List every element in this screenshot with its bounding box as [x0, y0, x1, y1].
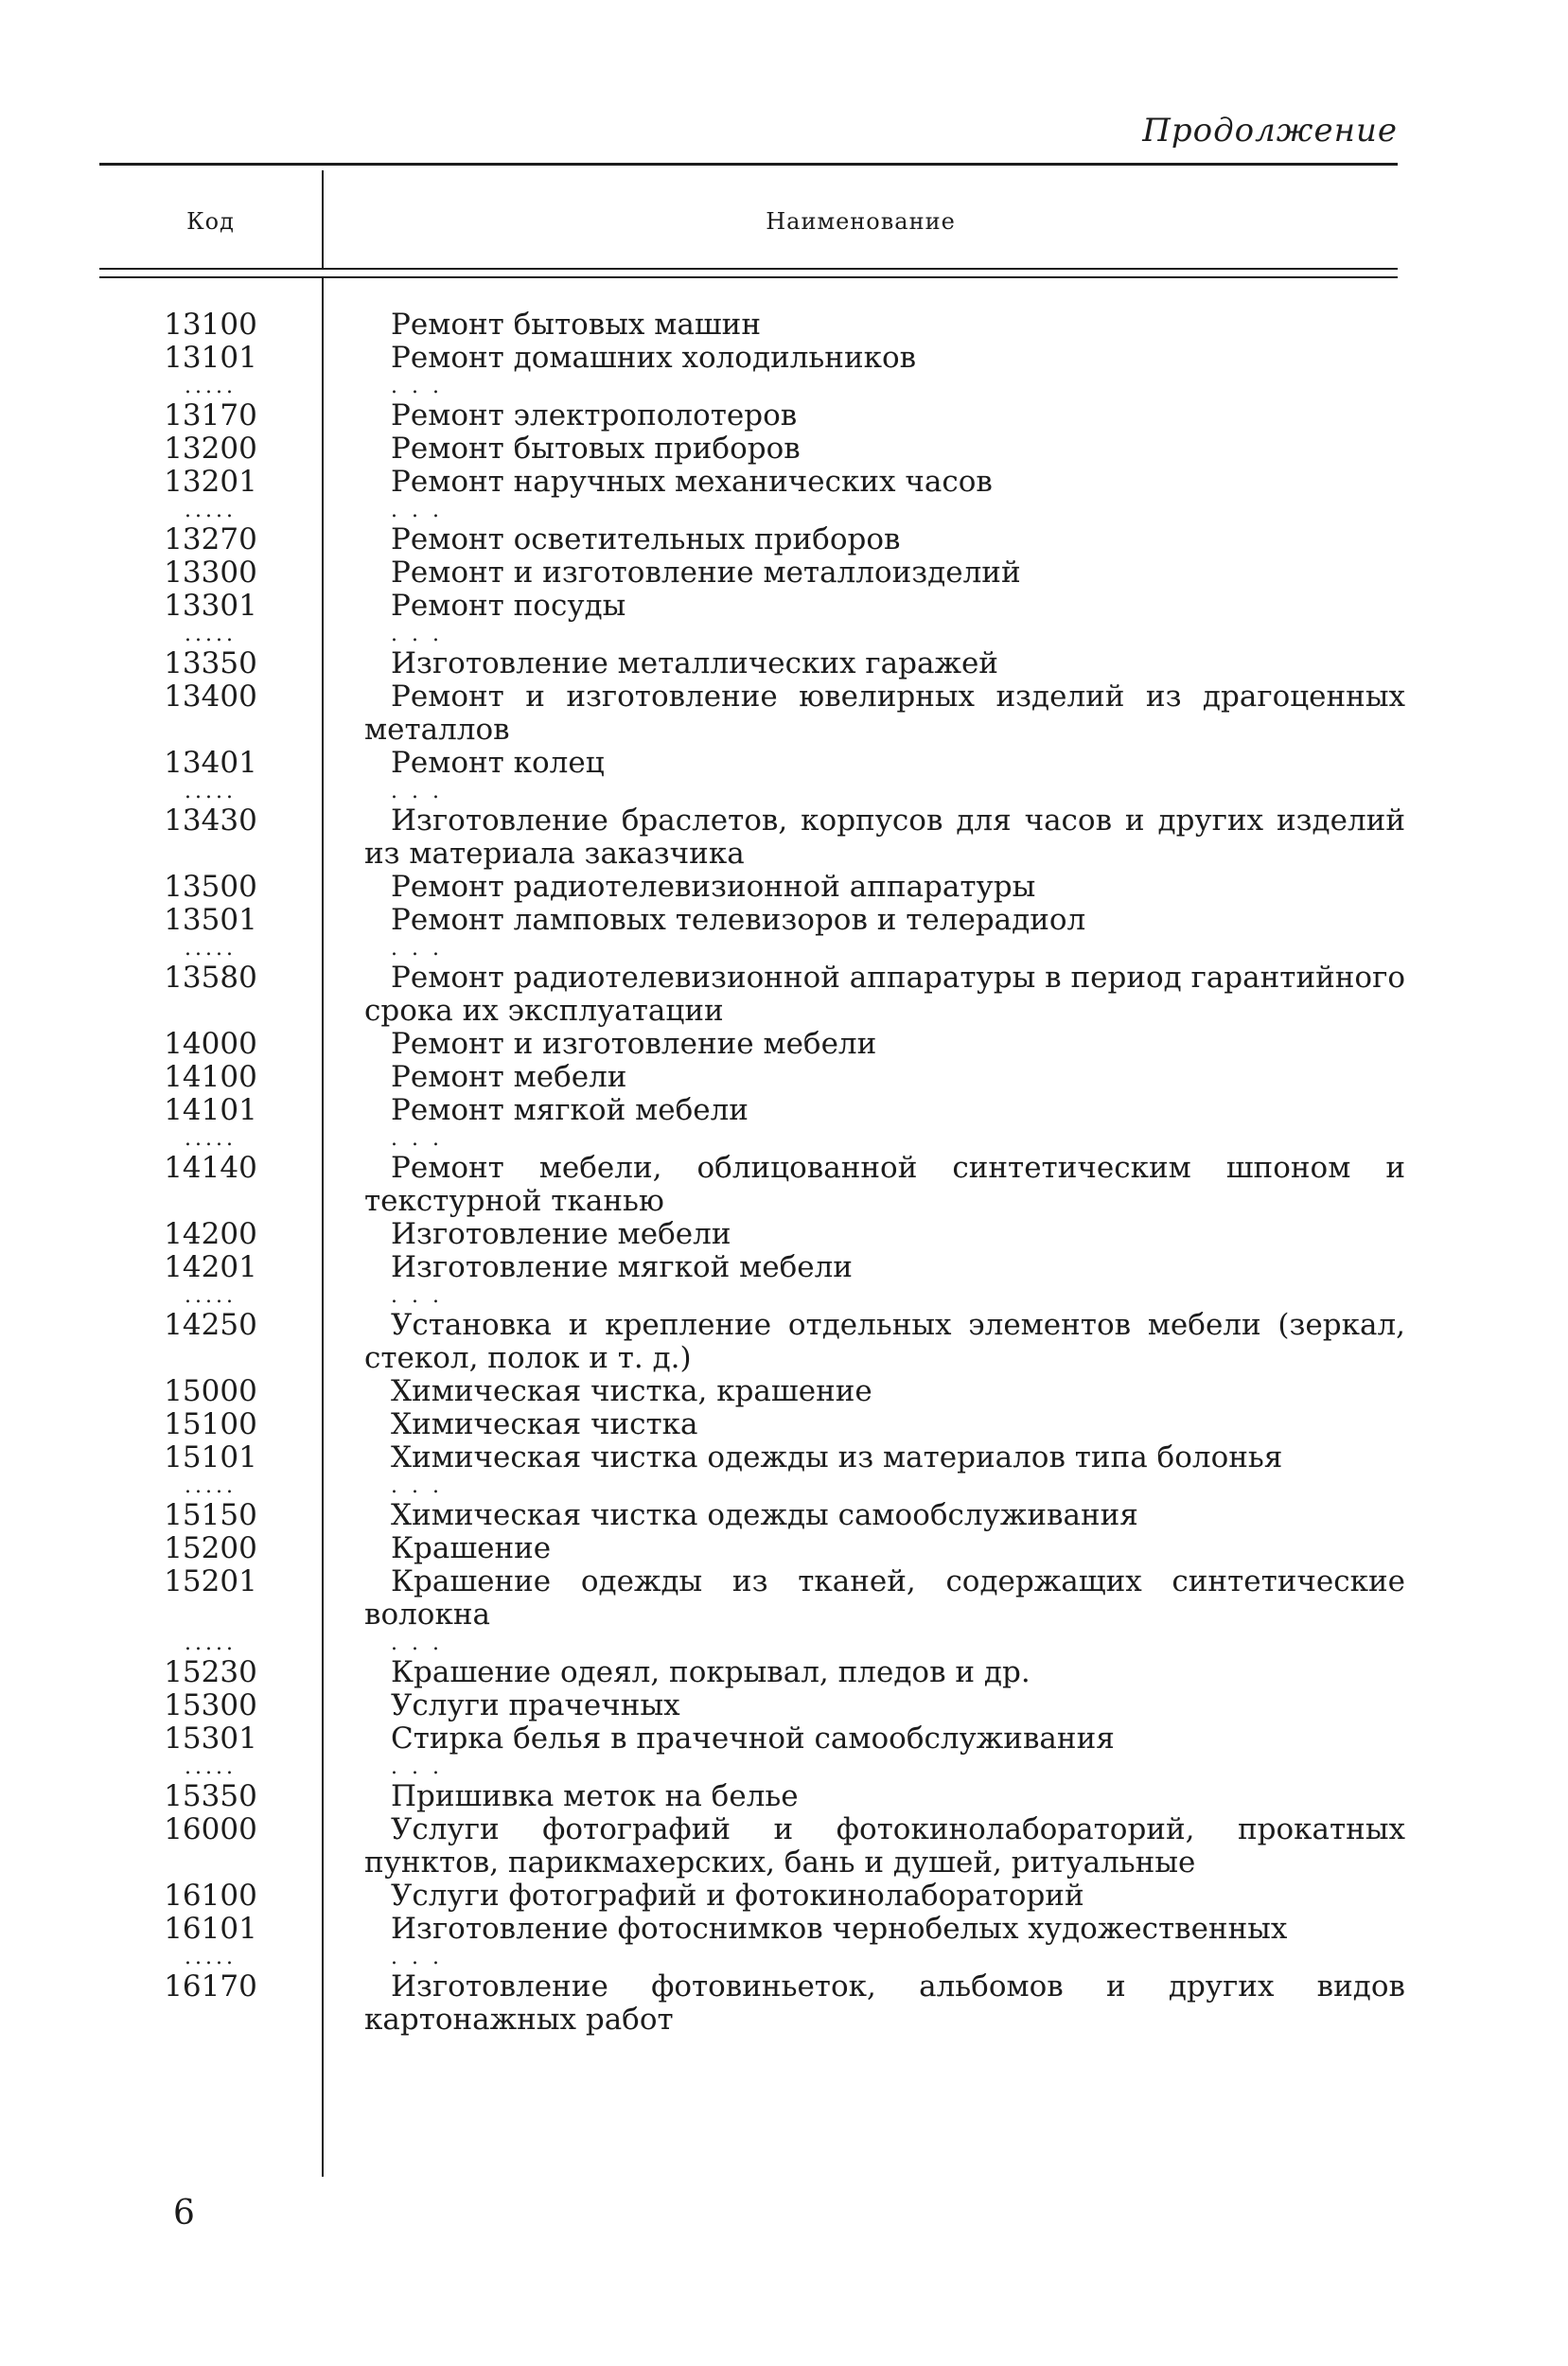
- row-name: Установка и крепление отдельных элементов мебели (зеркал, стекол, полок и т. д.): [364, 1308, 1405, 1375]
- table-top-rule: [99, 163, 1398, 166]
- row-name: Крашение одежды из тканей, содержащих синтетические волокна: [364, 1564, 1405, 1632]
- row-code: 15201: [164, 1564, 257, 1598]
- row-name: Ремонт бытовых приборов: [391, 432, 801, 466]
- row-code-ellipsis: .....: [185, 1284, 237, 1308]
- row-name-ellipsis: . . .: [391, 780, 443, 803]
- row-name: Изготовление мягкой мебели: [391, 1250, 853, 1284]
- row-code: 14140: [164, 1151, 257, 1185]
- row-code-ellipsis: .....: [185, 1474, 237, 1498]
- row-name: Химическая чистка одежды из материалов типа болонья: [391, 1440, 1283, 1474]
- table-row: [99, 1970, 1443, 2037]
- table-row-ellipsis: [99, 623, 1443, 647]
- row-code-ellipsis: .....: [185, 1756, 237, 1779]
- table-row-ellipsis: [99, 1474, 1443, 1499]
- row-code: 14201: [164, 1250, 257, 1284]
- row-code: 13100: [164, 308, 257, 342]
- table-row: [99, 1408, 1443, 1441]
- row-code-ellipsis: .....: [185, 1127, 237, 1151]
- row-code: 13350: [164, 646, 257, 680]
- table-row: [99, 1094, 1443, 1127]
- table-row-ellipsis: [99, 1632, 1443, 1656]
- row-code: 14250: [164, 1308, 257, 1342]
- row-name: Услуги фотографий и фотокинолабораторий, прокатных пунктов, парикмахерских, бань и душей, ритуальные: [364, 1812, 1405, 1880]
- row-name: Ремонт мягкой мебели: [391, 1093, 749, 1127]
- row-name-ellipsis: . . .: [391, 375, 443, 398]
- table-row-ellipsis: [99, 780, 1443, 804]
- row-code: 15200: [164, 1531, 257, 1565]
- row-name-ellipsis: . . .: [391, 1474, 443, 1498]
- row-code: 15350: [164, 1779, 257, 1813]
- row-code: 14200: [164, 1217, 257, 1251]
- row-code: 13400: [164, 680, 257, 714]
- table-row-ellipsis: [99, 1284, 1443, 1309]
- row-name-ellipsis: . . .: [391, 1946, 443, 1969]
- table-row: [99, 1880, 1443, 1913]
- row-code: 15230: [164, 1655, 257, 1689]
- row-name: Ремонт электрополотеров: [391, 398, 798, 433]
- table-row: [99, 309, 1443, 342]
- table-row: [99, 804, 1443, 871]
- table-row: [99, 680, 1443, 747]
- column-header-code: Код: [186, 208, 235, 235]
- row-code-ellipsis: .....: [185, 1632, 237, 1655]
- row-name: Ремонт бытовых машин: [391, 308, 761, 342]
- row-name: Ремонт наручных механических часов: [391, 465, 993, 499]
- row-code: 14100: [164, 1060, 257, 1094]
- row-name: Изготовление браслетов, корпусов для часов и других изделий из материала заказчика: [364, 803, 1405, 871]
- row-code-ellipsis: .....: [185, 780, 237, 803]
- row-name: Ремонт мебели: [391, 1060, 627, 1094]
- row-name: Стирка белья в прачечной самообслуживания: [391, 1722, 1115, 1756]
- table-row-ellipsis: [99, 937, 1443, 962]
- row-name-ellipsis: . . .: [391, 1756, 443, 1779]
- continuation-label: Продолжение: [1142, 112, 1398, 150]
- table-row: [99, 1218, 1443, 1251]
- table-row-ellipsis: [99, 375, 1443, 399]
- row-name: Ремонт и изготовление мебели: [391, 1027, 877, 1061]
- row-code: 15150: [164, 1498, 257, 1532]
- table-row: [99, 1565, 1443, 1632]
- row-name: Ремонт ламповых телевизоров и телерадиол: [391, 903, 1086, 937]
- table-row: [99, 399, 1443, 433]
- row-code: 15000: [164, 1374, 257, 1408]
- table-row-ellipsis: [99, 1946, 1443, 1970]
- row-name: Изготовление мебели: [391, 1217, 731, 1251]
- page-number: 6: [173, 2194, 195, 2233]
- row-code: 13580: [164, 961, 257, 995]
- row-code: 15101: [164, 1440, 257, 1474]
- table-row: [99, 1441, 1443, 1474]
- row-name: Услуги прачечных: [391, 1688, 680, 1722]
- row-code-ellipsis: .....: [185, 499, 237, 522]
- table-row: [99, 1722, 1443, 1756]
- row-code: 16100: [164, 1879, 257, 1913]
- row-code: 13500: [164, 870, 257, 904]
- row-code: 14000: [164, 1027, 257, 1061]
- row-name: Ремонт осветительных приборов: [391, 522, 901, 556]
- table-row: [99, 590, 1443, 623]
- table-row: [99, 1152, 1443, 1218]
- table-row: [99, 1656, 1443, 1689]
- column-header-name: Наименование: [766, 208, 956, 235]
- row-name-ellipsis: . . .: [391, 937, 443, 961]
- row-name: Химическая чистка: [391, 1407, 698, 1441]
- row-name: Ремонт мебели, облицованной синтетическим шпоном и текстурной тканью: [364, 1151, 1405, 1218]
- row-code: 15100: [164, 1407, 257, 1441]
- row-name-ellipsis: . . .: [391, 1632, 443, 1655]
- table-row: [99, 1309, 1443, 1375]
- table-row: [99, 962, 1443, 1028]
- row-name: Ремонт радиотелевизионной аппаратуры в период гарантийного срока их эксплуатации: [364, 961, 1405, 1028]
- row-name: Пришивка меток на белье: [391, 1779, 799, 1813]
- row-name: Химическая чистка, крашение: [391, 1374, 872, 1408]
- table-row: [99, 1913, 1443, 1946]
- table-row: [99, 466, 1443, 499]
- row-code: 16101: [164, 1912, 257, 1946]
- row-code-ellipsis: .....: [185, 937, 237, 961]
- row-name: Изготовление фотовиньеток, альбомов и других видов картонажных работ: [364, 1969, 1405, 2037]
- row-name: Химическая чистка одежды самообслуживания: [391, 1498, 1138, 1532]
- row-name: Ремонт и изготовление металлоизделий: [391, 556, 1021, 590]
- row-code: 13270: [164, 522, 257, 556]
- row-code-ellipsis: .....: [185, 623, 237, 646]
- table-row: [99, 1532, 1443, 1565]
- row-name-ellipsis: . . .: [391, 499, 443, 522]
- header-bottom-rule: [99, 268, 1398, 270]
- row-code: 13200: [164, 432, 257, 466]
- table-row: [99, 647, 1443, 680]
- row-code: 13201: [164, 465, 257, 499]
- row-code-ellipsis: .....: [185, 1946, 237, 1969]
- row-code: 16170: [164, 1969, 257, 2004]
- row-code: 13300: [164, 556, 257, 590]
- row-code: 13401: [164, 746, 257, 780]
- row-name: Ремонт радиотелевизионной аппаратуры: [391, 870, 1036, 904]
- table-row: [99, 1813, 1443, 1880]
- table-row: [99, 1499, 1443, 1532]
- row-name-ellipsis: . . .: [391, 1284, 443, 1308]
- row-name: Крашение одеял, покрывал, пледов и др.: [391, 1655, 1031, 1689]
- row-name: Крашение: [391, 1531, 552, 1565]
- table-row: [99, 433, 1443, 466]
- row-name-ellipsis: . . .: [391, 623, 443, 646]
- table-row: [99, 747, 1443, 780]
- row-name: Ремонт колец: [391, 746, 605, 780]
- row-name: Ремонт домашних холодильников: [391, 341, 917, 375]
- table-row: [99, 1251, 1443, 1284]
- header-bottom-rule-double: [99, 276, 1398, 278]
- row-name: Услуги фотографий и фотокинолабораторий: [391, 1879, 1084, 1913]
- table-row: [99, 1028, 1443, 1061]
- table-row: [99, 523, 1443, 556]
- table-row: [99, 1375, 1443, 1408]
- row-code: 13301: [164, 589, 257, 623]
- row-code: 13170: [164, 398, 257, 433]
- row-code: 13101: [164, 341, 257, 375]
- table-row-ellipsis: [99, 1127, 1443, 1152]
- table-row: [99, 342, 1443, 375]
- row-code: 15301: [164, 1722, 257, 1756]
- row-name: Ремонт посуды: [391, 589, 626, 623]
- table-row: [99, 871, 1443, 904]
- row-name: Ремонт и изготовление ювелирных изделий из драгоценных металлов: [364, 680, 1405, 747]
- row-code: 16000: [164, 1812, 257, 1846]
- table-row: [99, 1689, 1443, 1722]
- row-code: 14101: [164, 1093, 257, 1127]
- table-row-ellipsis: [99, 1756, 1443, 1780]
- row-code: 15300: [164, 1688, 257, 1722]
- row-code: 13430: [164, 803, 257, 838]
- table-body: [99, 309, 1443, 2037]
- table-row: [99, 1780, 1443, 1813]
- table-row: [99, 1061, 1443, 1094]
- row-code-ellipsis: .....: [185, 375, 237, 398]
- row-code: 13501: [164, 903, 257, 937]
- row-name-ellipsis: . . .: [391, 1127, 443, 1151]
- table-row: [99, 904, 1443, 937]
- table-row: [99, 556, 1443, 590]
- table-row-ellipsis: [99, 499, 1443, 523]
- row-name: Изготовление фотоснимков чернобелых художественных: [391, 1912, 1288, 1946]
- row-name: Изготовление металлических гаражей: [391, 646, 998, 680]
